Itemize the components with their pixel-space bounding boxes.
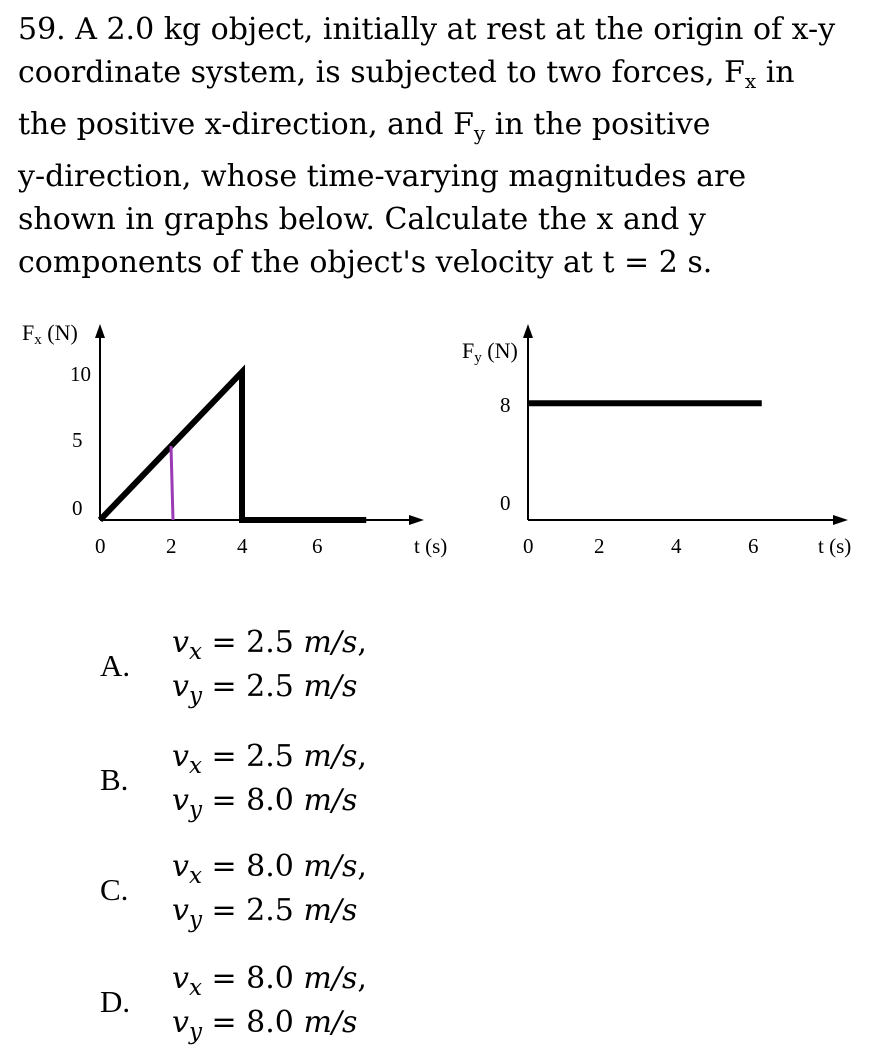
fx-y-label: Fx (N) xyxy=(22,320,78,348)
choice-d-vy[interactable]: $v_y = 8.0$ m/s xyxy=(172,1005,358,1045)
fx-x-tick-4: 4 xyxy=(237,534,248,558)
fx-x-tick-0: 0 xyxy=(95,534,106,558)
fx-series-line xyxy=(100,372,366,520)
fy-y-tick-8: 8 xyxy=(500,393,511,417)
fx-y-tick-5: 5 xyxy=(72,428,83,452)
fy-y-tick-0: 0 xyxy=(500,491,511,515)
fx-y-tick-0: 0 xyxy=(72,496,83,520)
fy-graph xyxy=(462,324,851,558)
question-line-1: A 2.0 kg object, initially at rest at the origin of x-y xyxy=(75,12,836,47)
choice-d-vx[interactable]: $v_x = 8.0$ m/s, xyxy=(172,961,367,1001)
force-graphs xyxy=(0,310,880,570)
question-line-2: coordinate system, is subjected to two forces, $F_x$ in xyxy=(18,55,795,93)
choice-c-vy[interactable]: $v_y = 2.5$ m/s xyxy=(172,893,358,933)
fx-x-label: t (s) xyxy=(414,534,448,558)
fy-x-axis-arrow xyxy=(833,515,848,525)
fy-x-tick-2: 2 xyxy=(594,534,605,558)
fy-y-label: Fy (N) xyxy=(462,338,518,366)
question-number: 59. xyxy=(18,12,66,47)
fx-x-tick-6: 6 xyxy=(312,534,323,558)
fx-t2-marker xyxy=(171,446,173,520)
choice-b-vy[interactable]: $v_y = 8.0$ m/s xyxy=(172,783,358,823)
choice-c-vx[interactable]: $v_x = 8.0$ m/s, xyxy=(172,849,367,889)
fy-x-tick-4: 4 xyxy=(671,534,682,558)
choice-a-vx[interactable]: $v_x = 2.5$ m/s, xyxy=(172,625,367,665)
fx-x-tick-2: 2 xyxy=(166,534,177,558)
fx-graph xyxy=(22,320,447,558)
question-text xyxy=(18,8,868,284)
fy-y-axis-arrow xyxy=(523,324,533,338)
choice-d-letter[interactable]: D. xyxy=(100,984,131,1019)
choice-a-vy[interactable]: $v_y = 2.5$ m/s xyxy=(172,669,358,709)
question-line-6: components of the object's velocity at t = 2 s. xyxy=(18,245,713,280)
question-line-4: y-direction, whose time-varying magnitudes are xyxy=(18,159,747,194)
question-line-5: shown in graphs below. Calculate the x and y xyxy=(18,202,706,237)
choice-b-letter[interactable]: B. xyxy=(100,762,129,797)
fx-x-axis-arrow xyxy=(409,515,424,525)
choice-b-vx[interactable]: $v_x = 2.5$ m/s, xyxy=(172,739,367,779)
fy-x-tick-0: 0 xyxy=(523,534,534,558)
choice-c-letter[interactable]: C. xyxy=(100,872,129,907)
question-line-3: the positive x-direction, and $F_y$ in the positive xyxy=(18,107,711,145)
fy-x-tick-6: 6 xyxy=(748,534,759,558)
fx-y-axis-arrow xyxy=(95,324,105,338)
fy-x-label: t (s) xyxy=(818,534,852,558)
fx-y-tick-10: 10 xyxy=(70,362,91,386)
choice-a-letter[interactable]: A. xyxy=(100,648,131,683)
